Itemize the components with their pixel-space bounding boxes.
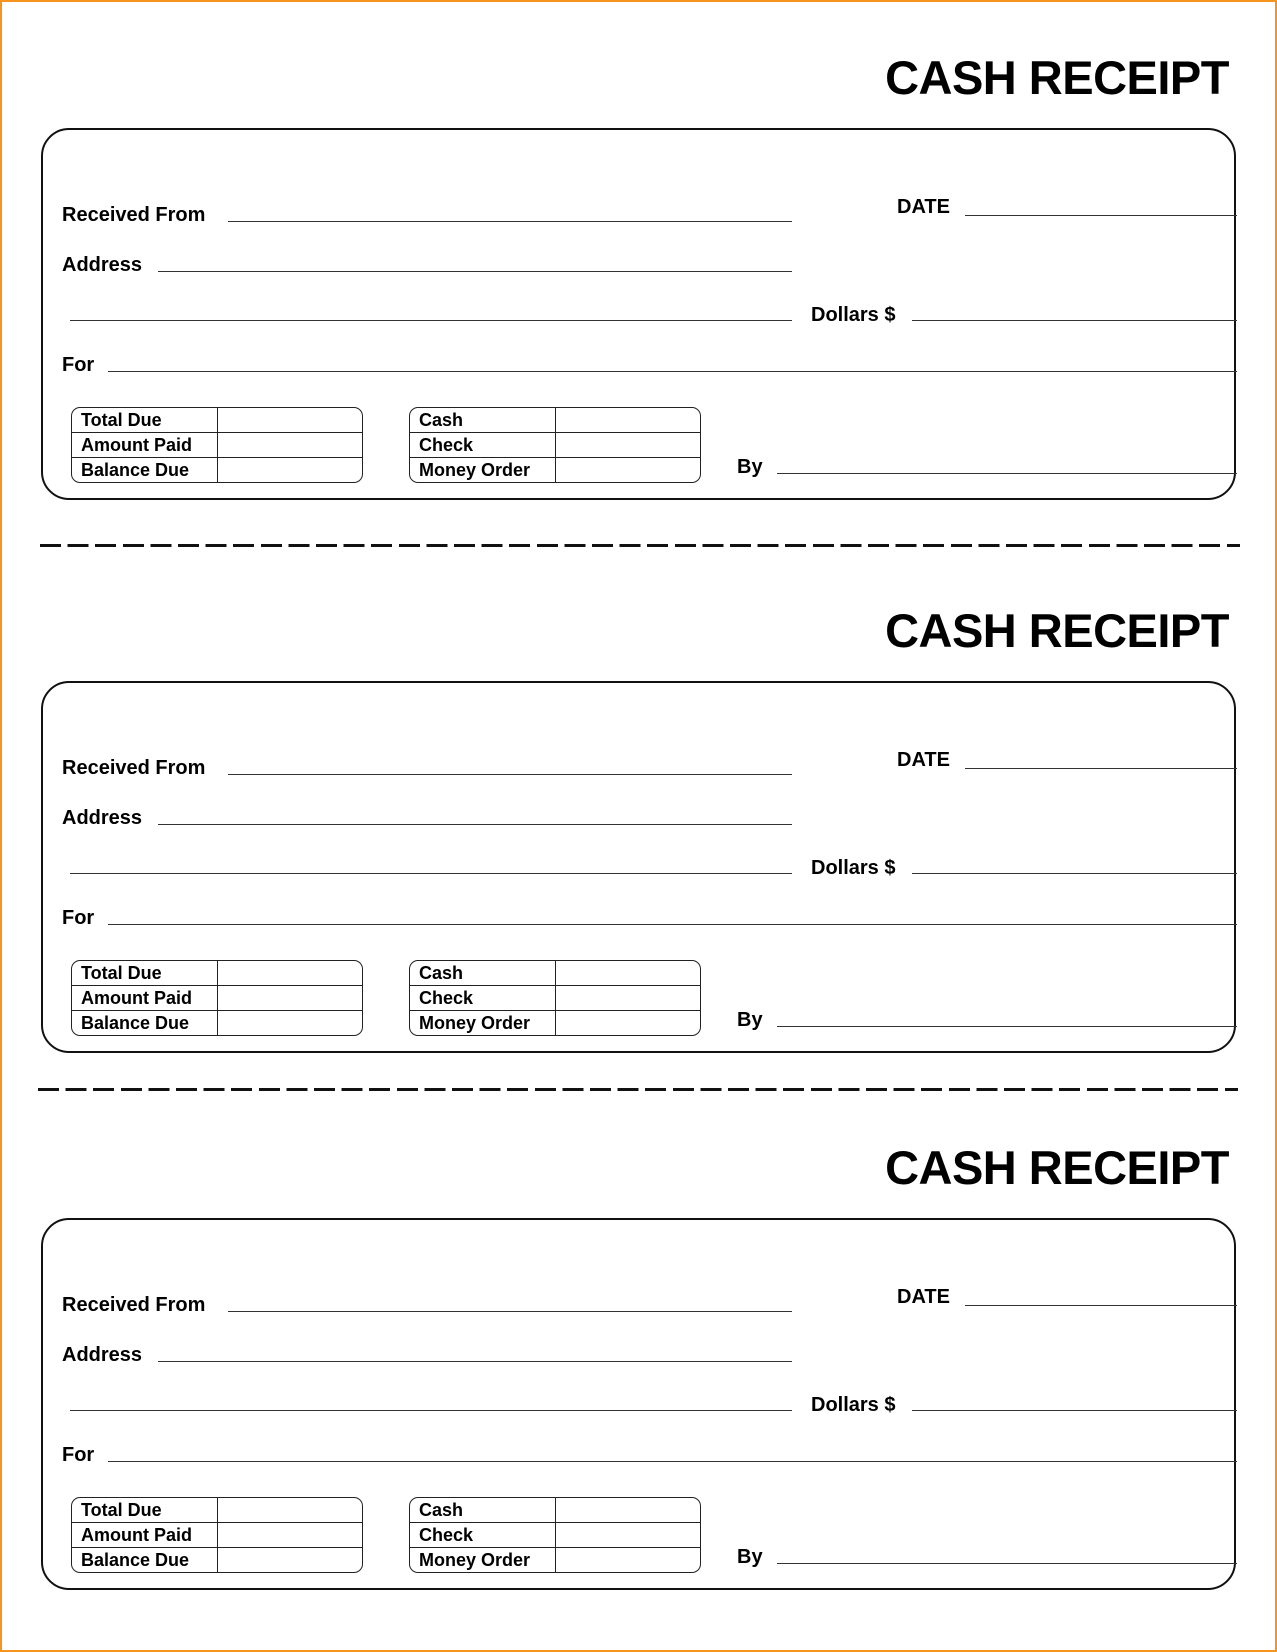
address-field[interactable] — [158, 271, 792, 272]
dollars-label: Dollars $ — [811, 857, 896, 879]
address-label: Address — [62, 807, 143, 829]
table-row — [72, 408, 362, 433]
balance-due-field[interactable] — [217, 1011, 360, 1035]
address-line2-field[interactable] — [70, 320, 792, 321]
balance-due-label: Balance Due — [81, 1013, 190, 1033]
amount-paid-label: Amount Paid — [81, 988, 192, 1008]
cash-field[interactable] — [555, 408, 698, 433]
cut-line-separator — [40, 544, 1240, 547]
table-row — [410, 1498, 700, 1523]
date-field[interactable] — [965, 768, 1237, 769]
for-field[interactable] — [108, 371, 1237, 372]
cash-field[interactable] — [555, 961, 698, 986]
money-order-field[interactable] — [555, 458, 698, 482]
cash-field[interactable] — [555, 1498, 698, 1523]
received-from-label: Received From — [62, 757, 206, 779]
check-field[interactable] — [555, 1523, 698, 1547]
table-row — [410, 1547, 700, 1572]
amount-paid-field[interactable] — [217, 986, 360, 1010]
cash-receipt — [0, 553, 1277, 1033]
total-due-field[interactable] — [217, 1498, 360, 1523]
table-row — [410, 457, 700, 482]
cash-label: Cash — [419, 1500, 464, 1520]
table-row — [410, 432, 700, 457]
totals-table — [71, 960, 363, 1036]
address-label: Address — [62, 1344, 143, 1366]
for-field[interactable] — [108, 924, 1237, 925]
table-row — [410, 985, 700, 1010]
table-row — [72, 1547, 362, 1572]
table-row — [410, 961, 700, 986]
total-due-label: Total Due — [81, 410, 162, 430]
table-row — [410, 1522, 700, 1547]
cash-label: Cash — [419, 410, 464, 430]
table-row — [72, 1498, 362, 1523]
received-from-label: Received From — [62, 204, 206, 226]
address-line2-field[interactable] — [70, 1410, 792, 1411]
date-label: DATE — [897, 749, 950, 771]
dollars-label: Dollars $ — [811, 1394, 896, 1416]
date-field[interactable] — [965, 1305, 1237, 1306]
money-order-field[interactable] — [555, 1011, 698, 1035]
for-field[interactable] — [108, 1461, 1237, 1462]
cash-label: Cash — [419, 963, 464, 983]
table-row — [72, 985, 362, 1010]
total-due-field[interactable] — [217, 961, 360, 986]
by-signature-field[interactable] — [777, 473, 1237, 474]
table-row — [72, 961, 362, 986]
payment-method-table — [409, 1497, 701, 1573]
cash-receipt — [0, 1090, 1277, 1570]
table-row — [72, 457, 362, 482]
dollars-field[interactable] — [912, 873, 1237, 874]
received-from-field[interactable] — [228, 1311, 792, 1312]
payment-method-table — [409, 960, 701, 1036]
totals-table — [71, 1497, 363, 1573]
date-field[interactable] — [965, 215, 1237, 216]
check-label: Check — [419, 988, 474, 1008]
balance-due-field[interactable] — [217, 458, 360, 482]
address-line2-field[interactable] — [70, 873, 792, 874]
dollars-field[interactable] — [912, 1410, 1237, 1411]
by-label: By — [737, 1009, 763, 1031]
check-label: Check — [419, 435, 474, 455]
cut-line-separator — [38, 1088, 1238, 1091]
money-order-label: Money Order — [419, 460, 531, 480]
table-row — [410, 408, 700, 433]
check-field[interactable] — [555, 433, 698, 457]
dollars-label: Dollars $ — [811, 304, 896, 326]
for-label: For — [62, 1444, 95, 1466]
total-due-label: Total Due — [81, 1500, 162, 1520]
table-row — [410, 1010, 700, 1035]
by-label: By — [737, 456, 763, 478]
amount-paid-field[interactable] — [217, 433, 360, 457]
receipt-title: CASH RECEIPT — [885, 1141, 1229, 1194]
by-signature-field[interactable] — [777, 1563, 1237, 1564]
money-order-label: Money Order — [419, 1550, 531, 1570]
balance-due-label: Balance Due — [81, 460, 190, 480]
money-order-field[interactable] — [555, 1548, 698, 1572]
total-due-label: Total Due — [81, 963, 162, 983]
for-label: For — [62, 907, 95, 929]
address-field[interactable] — [158, 1361, 792, 1362]
by-signature-field[interactable] — [777, 1026, 1237, 1027]
table-row — [72, 1010, 362, 1035]
amount-paid-label: Amount Paid — [81, 1525, 192, 1545]
date-label: DATE — [897, 196, 950, 218]
for-label: For — [62, 354, 95, 376]
balance-due-field[interactable] — [217, 1548, 360, 1572]
totals-table — [71, 407, 363, 483]
date-label: DATE — [897, 1286, 950, 1308]
balance-due-label: Balance Due — [81, 1550, 190, 1570]
received-from-label: Received From — [62, 1294, 206, 1316]
dollars-field[interactable] — [912, 320, 1237, 321]
table-row — [72, 432, 362, 457]
check-label: Check — [419, 1525, 474, 1545]
address-field[interactable] — [158, 824, 792, 825]
by-label: By — [737, 1546, 763, 1568]
check-field[interactable] — [555, 986, 698, 1010]
receipt-title: CASH RECEIPT — [885, 604, 1229, 657]
table-row — [72, 1522, 362, 1547]
amount-paid-label: Amount Paid — [81, 435, 192, 455]
received-from-field[interactable] — [228, 774, 792, 775]
total-due-field[interactable] — [217, 408, 360, 433]
address-label: Address — [62, 254, 143, 276]
amount-paid-field[interactable] — [217, 1523, 360, 1547]
received-from-field[interactable] — [228, 221, 792, 222]
payment-method-table — [409, 407, 701, 483]
money-order-label: Money Order — [419, 1013, 531, 1033]
receipt-title: CASH RECEIPT — [885, 51, 1229, 104]
cash-receipt — [0, 0, 1277, 480]
